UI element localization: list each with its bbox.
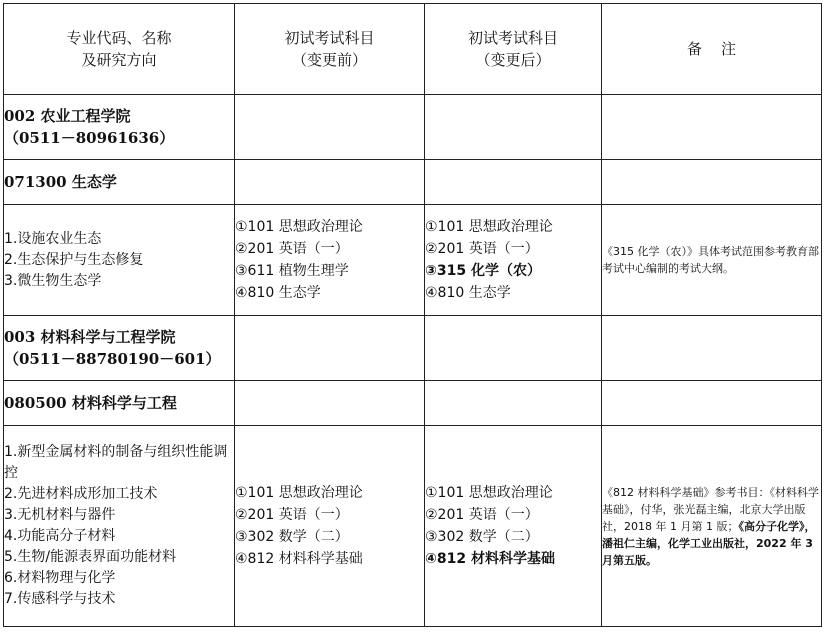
empty-cell <box>602 160 822 205</box>
direction-item: 4.功能高分子材料 <box>4 528 116 544</box>
subject-item: ①101 思想政治理论 <box>235 485 363 501</box>
major-detail-row-materials <box>4 426 822 627</box>
header-after <box>425 4 602 95</box>
direction-item: 1.新型金属材料的制备与组织性能调控 <box>4 444 228 481</box>
research-directions <box>4 426 235 627</box>
major-title: 071300 生态学 <box>4 160 235 205</box>
header-after-line2: （变更后） <box>475 51 551 69</box>
header-before-line1: 初试考试科目 <box>284 29 375 47</box>
subject-item: ④810 生态学 <box>235 285 321 301</box>
subjects-after <box>425 205 602 316</box>
subject-item: ②201 英语（一） <box>235 241 349 257</box>
direction-item: 3.微生物生态学 <box>4 272 102 289</box>
subjects-after <box>425 426 602 627</box>
direction-item: 7.传感科学与技术 <box>4 591 116 607</box>
school-name: 003 材料科学与工程学院 <box>4 328 176 346</box>
remarks-text: 《812 材料科学基础》参考书目：《材料科学基础》，付华，张光磊主编，北京大学出版社，2018 年 1 月第 1 版； <box>602 485 819 533</box>
subject-item: ①101 思想政治理论 <box>235 219 363 235</box>
direction-item: 2.先进材料成形加工技术 <box>4 486 158 502</box>
subject-item: ①101 思想政治理论 <box>425 219 553 235</box>
major-detail-row-ecology <box>4 205 822 316</box>
subject-item: ①101 思想政治理论 <box>425 485 553 501</box>
subject-item-changed: ③315 化学（农） <box>425 263 541 279</box>
subject-item: ③302 数学（二） <box>235 529 349 545</box>
header-major <box>4 4 235 95</box>
research-directions <box>4 205 235 316</box>
school-phone: （0511－80961636） <box>4 129 175 147</box>
header-major-line2: 及研究方向 <box>81 51 157 69</box>
school-phone: （0511－88780190－601） <box>4 350 221 368</box>
remarks-text: 《315 化学（农）》具体考试范围参考教育部考试中心编制的考试大纲。 <box>602 245 819 275</box>
table-header-row <box>4 4 822 95</box>
empty-cell <box>425 95 602 160</box>
empty-cell <box>425 160 602 205</box>
direction-item: 5.生物/能源表界面功能材料 <box>4 549 177 565</box>
subject-item: ③302 数学（二） <box>425 529 539 545</box>
empty-cell <box>425 381 602 426</box>
direction-item: 6.材料物理与化学 <box>4 570 116 586</box>
header-before <box>235 4 425 95</box>
subject-item: ②201 英语（一） <box>425 241 539 257</box>
remarks-cell <box>602 205 822 316</box>
school-cell <box>4 316 235 381</box>
subjects-before <box>235 205 425 316</box>
direction-item: 3.无机材料与器件 <box>4 507 116 523</box>
major-title-row-materials <box>4 381 822 426</box>
direction-item: 1.设施农业生态 <box>4 230 102 247</box>
school-row-materials <box>4 316 822 381</box>
subjects-before <box>235 426 425 627</box>
subject-item: ④812 材料科学基础 <box>235 551 363 567</box>
major-title: 080500 材料科学与工程 <box>4 381 235 426</box>
exam-subject-change-table <box>3 3 822 627</box>
empty-cell <box>602 381 822 426</box>
school-name: 002 农业工程学院 <box>4 107 131 125</box>
header-major-line1: 专业代码、名称 <box>66 29 172 47</box>
school-row-agricultural-engineering <box>4 95 822 160</box>
subject-item-changed: ④812 材料科学基础 <box>425 551 555 567</box>
subject-item: ③611 植物生理学 <box>235 263 349 279</box>
school-cell <box>4 95 235 160</box>
remarks-cell <box>602 426 822 627</box>
empty-cell <box>602 95 822 160</box>
direction-item: 2.生态保护与生态修复 <box>4 251 144 268</box>
header-remarks <box>602 4 822 95</box>
empty-cell <box>235 316 425 381</box>
empty-cell <box>235 381 425 426</box>
header-after-line1: 初试考试科目 <box>467 29 558 47</box>
major-title-row-ecology <box>4 160 822 205</box>
remarks-text-bold: 《高分子化学》，潘祖仁主编，化学工业出版社，2022 年 3 月第五版。 <box>602 519 816 567</box>
empty-cell <box>235 160 425 205</box>
empty-cell <box>235 95 425 160</box>
subject-item: ②201 英语（一） <box>235 507 349 523</box>
subject-item: ④810 生态学 <box>425 285 511 301</box>
subject-item: ②201 英语（一） <box>425 507 539 523</box>
empty-cell <box>602 316 822 381</box>
header-remarks-label: 备 注 <box>686 40 737 58</box>
header-before-line2: （变更前） <box>291 51 367 69</box>
empty-cell <box>425 316 602 381</box>
